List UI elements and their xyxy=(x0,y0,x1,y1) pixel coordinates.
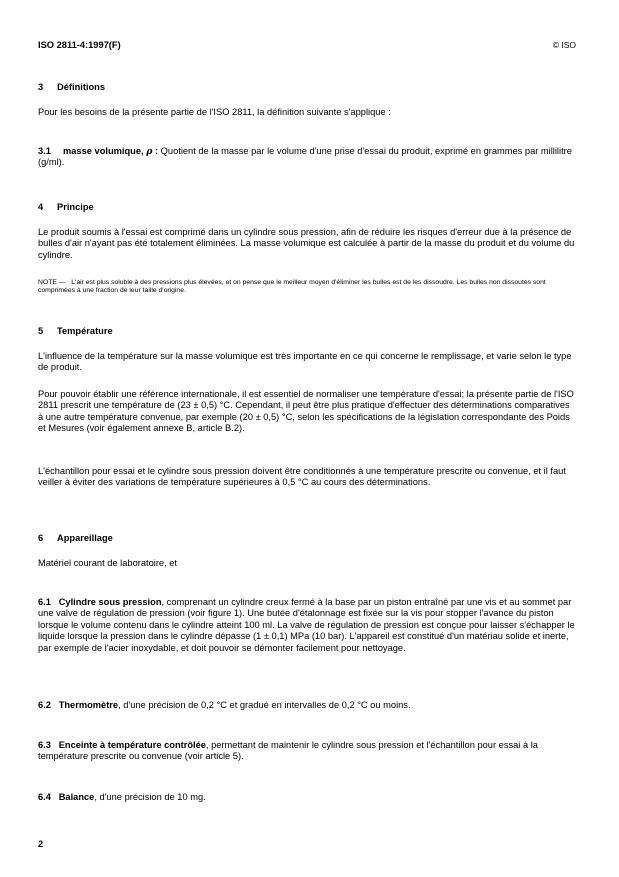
clause-text: , d'une précision de 10 mg. xyxy=(94,792,206,802)
section-title: Définitions xyxy=(57,82,106,92)
clause-6-2 xyxy=(38,700,576,711)
section-title: Température xyxy=(57,326,113,336)
clause-term: Enceinte à température contrôlée xyxy=(58,740,206,750)
clause-text: , d'une précision de 0,2 °C et gradué en intervalles de 0,2 °C ou moins. xyxy=(118,700,411,710)
definition-colon: : xyxy=(152,146,159,156)
clause-term: Thermomètre xyxy=(58,700,119,710)
clause-term: Cylindre sous pression xyxy=(58,597,162,607)
definition-text: Quotient de la masse par le volume d'une prise d'essai du produit, exprimé en grammes par millilitre (g/ml). xyxy=(38,146,572,168)
rho-symbol: ρ xyxy=(146,146,153,157)
section-5-paragraph-2: Pour pouvoir établir une référence internationale, il est essentiel de normaliser une température d'essai; la présente partie de l'ISO 2811 prescrit une température de (23 ± 0,5) °C. Cependant, il peut être plus pratique d'effectuer des déterminations comparatives à une autre température convenue, par exemple (20 ± 0,5) °C, selon les spécifications de la législation correspondante des Poids et Mesures (voir également annexe B, article B.2). xyxy=(38,389,574,434)
clause-number: 6.2 xyxy=(38,700,51,710)
definition-3-1 xyxy=(38,146,576,169)
document-id: ISO 2811-4:1997(F) xyxy=(38,40,121,50)
clause-term: Balance xyxy=(58,792,95,802)
section-6-intro: Matériel courant de laboratoire, et xyxy=(38,558,178,568)
definition-number: 3.1 xyxy=(38,146,51,156)
section-number: 6 xyxy=(38,533,44,543)
section-number: 4 xyxy=(38,202,44,212)
section-title: Principe xyxy=(57,202,94,212)
section-5-heading xyxy=(38,326,576,336)
note-label: NOTE — xyxy=(38,279,66,286)
section-5-paragraph-1: L'influence de la température sur la masse volumique est très importante en ce qui concerne le remplissage, et varie selon le type de produit. xyxy=(38,351,572,373)
clause-text: , comprenant un cylindre creux fermé à la base par un piston entraîné par une vis et au sommet par une valve de régulation de pression (voir figure 1). Une butée d'étalonnage est fixée sur la vis pour stopper l'avance du piston lorsque le volume contenu dans le cylindre atteint 100 ml. La valve de régulation de pression est conçue pour laisser s'échapper le liquide lorsque la pression dans le cylindre dépasse (1 ± 0,1) MPa (10 bar). L'appareil est constitué d'un matériau solide et inerte, par exemple de l'acier inoxydable, et doit pouvoir se démonter facilement pour nettoyage. xyxy=(38,597,575,653)
clause-number: 6.3 xyxy=(38,740,51,750)
copyright-label: © ISO xyxy=(552,40,576,50)
section-3-intro: Pour les besoins de la présente partie de l'ISO 2811, la définition suivante s'applique : xyxy=(38,107,391,117)
clause-6-1 xyxy=(38,597,576,654)
definition-term: masse volumique, xyxy=(63,146,144,156)
clause-6-4 xyxy=(38,792,576,803)
section-6-heading xyxy=(38,533,576,543)
clause-text: , permettant de maintenir le cylindre sous pression et l'échantillon pour essai à la température prescrite ou convenue (voir article 5). xyxy=(38,740,538,762)
section-5-paragraph-3: L'échantillon pour essai et le cylindre sous pression doivent être conditionnés à une température prescrite ou convenue, et il faut veiller à éviter des variations de température supérieures à 0,5 °C au cours des déterminations. xyxy=(38,466,566,488)
note-text: L'air est plus soluble à des pressions plus élevées, et on pense que le meilleur moyen d'éliminer les bulles est de les dissoudre. Les bulles non dissoutes sont comprimées à une fraction de leur taille d'origine. xyxy=(38,279,546,295)
clause-number: 6.4 xyxy=(38,792,51,802)
page-number: 2 xyxy=(38,839,44,849)
section-4-paragraph: Le produit soumis à l'essai est comprimé dans un cylindre sous pression, afin de réduire les risques d'erreur due à la présence de bulles d'air n'ayant pas été totalement éliminées. La masse volumique est calculée à partir de la masse du produit et du volume du cylindre. xyxy=(38,227,575,260)
section-number: 5 xyxy=(38,326,44,336)
section-title: Appareillage xyxy=(57,533,113,543)
section-4-note xyxy=(38,279,576,295)
section-4-heading xyxy=(38,202,576,212)
section-number: 3 xyxy=(38,82,44,92)
section-3-heading xyxy=(38,82,576,92)
clause-number: 6.1 xyxy=(38,597,51,607)
clause-6-3 xyxy=(38,740,576,763)
